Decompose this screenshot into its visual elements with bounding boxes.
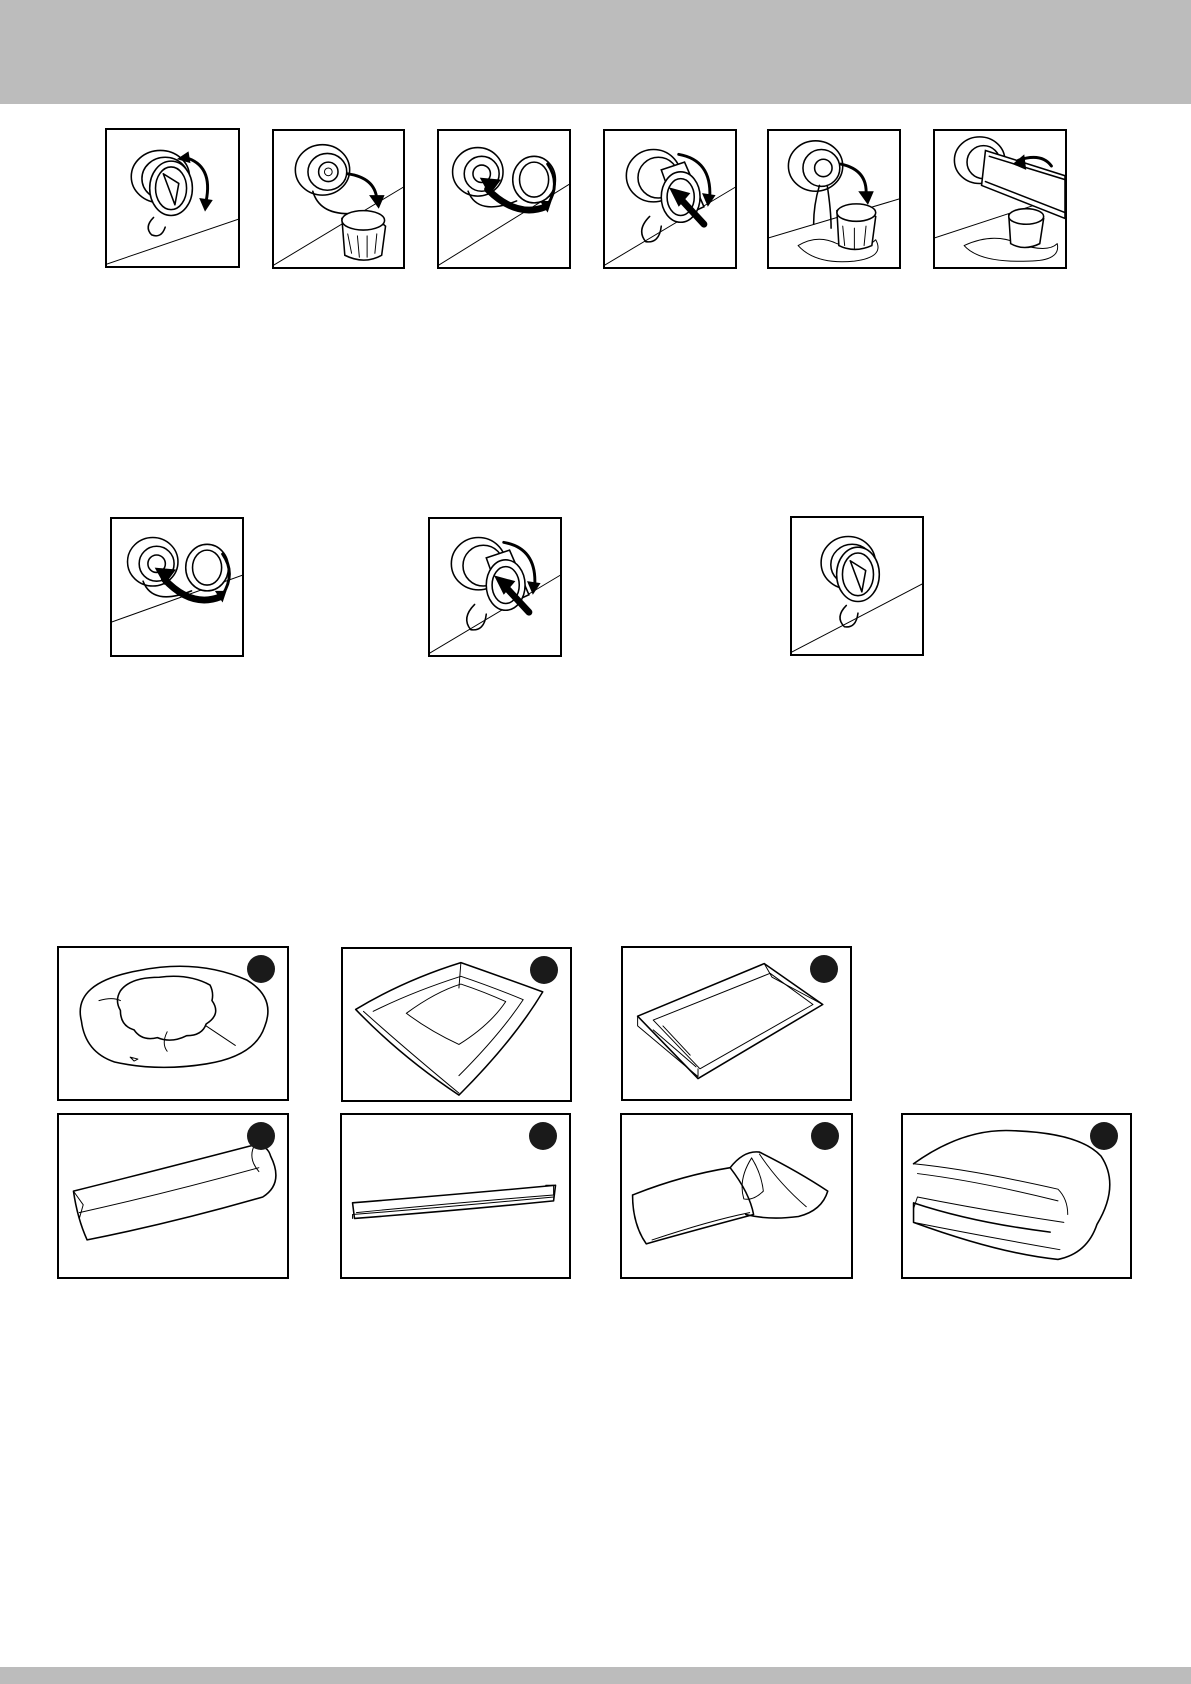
fold-step-2 — [341, 947, 572, 1102]
fold-step-5 — [340, 1113, 571, 1279]
fold-step-6 — [620, 1113, 853, 1279]
valve-push-icon — [605, 131, 735, 267]
fold-step-3 — [621, 946, 852, 1101]
valve-open-rotate-icon — [112, 519, 242, 655]
valve-step-6 — [933, 129, 1067, 269]
step-number-badge: 3 — [810, 955, 838, 983]
valve-step-4 — [603, 129, 737, 269]
valve-cap-closed-icon — [792, 518, 922, 654]
fold-step-1 — [57, 946, 289, 1101]
step-number-badge: 7 — [1090, 1122, 1118, 1150]
valve-cap-removed-icon — [274, 131, 403, 267]
valve-step-3 — [437, 129, 571, 269]
step-number-badge: 5 — [529, 1122, 557, 1150]
valve-drain-icon — [769, 131, 899, 267]
valve-step-2 — [272, 129, 405, 269]
fold-step-4 — [57, 1113, 289, 1279]
step-number-badge: 6 — [811, 1122, 839, 1150]
close-step-1 — [110, 517, 244, 657]
valve-push-icon — [430, 519, 560, 655]
close-step-2 — [428, 517, 562, 657]
fold-step-7 — [901, 1113, 1132, 1279]
valve-step-5 — [767, 129, 901, 269]
step-number-badge: 2 — [530, 956, 558, 984]
valve-cap-rotate-icon — [107, 130, 238, 266]
footer-band — [0, 1667, 1191, 1684]
header-band — [0, 0, 1191, 104]
step-number-badge: 4 — [247, 1122, 275, 1150]
step-number-badge: 1 — [247, 955, 275, 983]
valve-hose-icon — [935, 131, 1065, 267]
valve-step-1 — [105, 128, 240, 268]
valve-open-rotate-icon — [439, 131, 569, 267]
close-step-3 — [790, 516, 924, 656]
